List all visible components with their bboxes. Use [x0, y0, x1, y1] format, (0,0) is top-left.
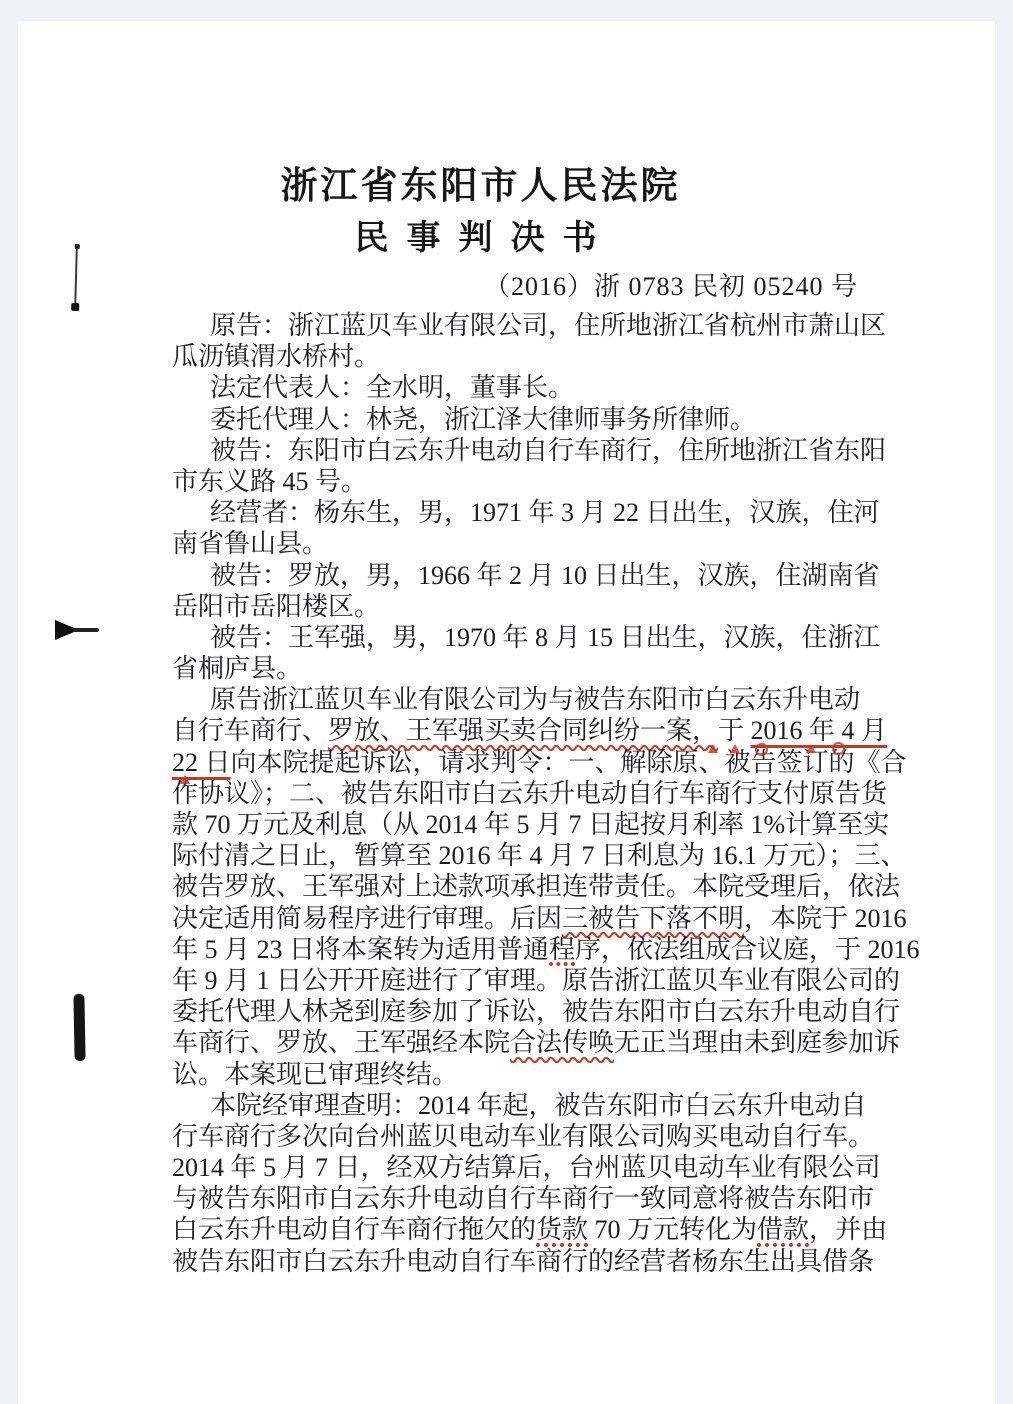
- body-text-segment: 讼。本案现已审理终结。: [172, 1059, 459, 1089]
- body-text-segment: 省桐庐县。: [172, 654, 303, 684]
- red-triangle-mark: [180, 775, 190, 784]
- body-text-segment: 款 70 万元及利息（从 2014 年 5 月 7 日起按月利率 1%计算至实: [172, 810, 890, 839]
- body-text-segment: ，并由: [809, 1215, 888, 1245]
- body-text-segment: 70 万元转化为: [588, 1215, 758, 1245]
- body-text-segment: 岳阳市岳阳楼区。: [172, 591, 381, 621]
- body-line: [172, 778, 888, 809]
- body-text-segment: 无正当理由未到庭参加诉: [614, 1028, 901, 1058]
- body-text-segment: 际付清之日止，暂算至 2016 年 4 月 7 日利息为 16.1 万元）；三、: [172, 841, 907, 871]
- body-line: [172, 622, 880, 653]
- body-text-segment: 序，依法组成合议庭，于 2016: [575, 934, 920, 964]
- body-line: [172, 684, 861, 715]
- body-text-segment: 被告：罗放，男，1966 年 2 月 10 日出生，汉族，住湖南省: [210, 560, 880, 590]
- body-line: [172, 965, 901, 996]
- body-text-segment: 被告东阳市白云东升电动自行车商行的经营者杨东生出具借条: [172, 1246, 875, 1276]
- red-triangle-mark: [730, 744, 740, 753]
- body-text-segment: 2014 年 5 月 7 日，经双方结算后，台州蓝贝电动车业有限公司: [172, 1153, 881, 1183]
- body-text-segment: 经营者：杨东生，男，1971 年 3 月 22 日出生，汉族，住河: [210, 498, 880, 528]
- body-text-segment: 市东义路 45 号。: [172, 466, 368, 496]
- body-text-segment: 行车商行多次向台州蓝贝电动车业有限公司购买电动自行车。: [172, 1121, 875, 1151]
- body-text-segment: 法定代表人：全水明，董事长。: [210, 373, 575, 403]
- body-line: [172, 528, 858, 559]
- body-text-segment: 年 9 月 1 日公开开庭进行了审理。原告浙江蓝贝车业有限公司的: [172, 965, 901, 995]
- body-text-segment: 白云东升电动自行车商行拖欠的: [172, 1215, 537, 1245]
- body-line: [172, 903, 907, 934]
- body-line: [172, 1152, 881, 1183]
- document-body: [172, 310, 920, 1277]
- body-line: [172, 1027, 901, 1058]
- body-text-segment: 委托代理人：林尧，浙江泽大律师事务所律师。: [210, 404, 757, 434]
- body-text-segment: 年 5 月 23 日将本案转为适用普通: [172, 934, 550, 964]
- body-line: [172, 715, 888, 746]
- body-line: [172, 1090, 867, 1121]
- body-line: [172, 1246, 875, 1277]
- body-line: [172, 341, 858, 372]
- case-number: （2016）浙 0783 民初 05240 号: [483, 272, 858, 301]
- body-line: [172, 1214, 888, 1245]
- red-curl-annotation: 程: [549, 934, 576, 964]
- body-line: [172, 466, 858, 497]
- red-wavy-annotation: 合法传唤: [510, 1028, 615, 1058]
- red-wavy-annotation: 三被告下落不明: [562, 903, 745, 933]
- red-curl-annotation: 借款: [757, 1215, 810, 1245]
- body-line: [172, 1059, 858, 1090]
- body-line: [172, 560, 880, 591]
- body-text-segment: 本院经审理查明：2014 年起，被告东阳市白云东升电动自: [210, 1090, 867, 1120]
- body-text-segment: 原告浙江蓝贝车业有限公司为与被告东阳市白云东升电动: [210, 685, 861, 715]
- body-text-segment: 于: [718, 716, 751, 746]
- body-text-segment: 瓜沥镇渭水桥村。: [172, 342, 381, 372]
- body-line: [172, 934, 920, 965]
- body-text-segment: 南省鲁山县。: [172, 529, 329, 559]
- document-page: [18, 21, 995, 1404]
- body-line: [172, 809, 890, 840]
- body-text-segment: 与被告东阳市白云东升电动自行车商行一致同意将被告东阳市: [172, 1184, 875, 1214]
- red-triangle-mark: [708, 744, 718, 753]
- body-text-segment: 车商行、罗放、王军强经本院: [172, 1028, 511, 1058]
- body-line: [172, 1183, 875, 1214]
- body-line: [172, 591, 858, 622]
- body-text-segment: ，本院于 2016: [744, 903, 907, 933]
- document-type-title: 民事判决书: [354, 220, 615, 257]
- body-text-segment: 被告罗放、王军强对上述款项承担连带责任。本院受理后，依法: [172, 872, 901, 902]
- red-curl-annotation: 货款: [536, 1215, 589, 1245]
- court-name: 浙江省东阳市人民法院: [280, 166, 681, 207]
- body-text-segment: 被告：王军强，男，1970 年 8 月 15 日出生，汉族，住浙江: [210, 622, 880, 652]
- body-text-segment: 自行车商行、: [172, 716, 329, 746]
- body-line: [172, 404, 858, 435]
- body-text-segment: 被告：东阳市白云东升电动自行车商行，住所地浙江省东阳: [210, 435, 887, 465]
- red-circle-mark: [832, 742, 845, 755]
- body-line: [172, 435, 887, 466]
- binding-mark-line: [74, 247, 78, 307]
- red-triangle-mark: [806, 744, 816, 753]
- body-line: [172, 840, 907, 871]
- binding-mark-arrow-icon: [55, 620, 79, 640]
- body-line: [172, 871, 901, 902]
- red-uline-annotation: 22 日: [172, 747, 231, 777]
- red-wavy-annotation: 罗放、王军强买卖合同纠纷一案，: [328, 716, 719, 746]
- binding-mark-bar: [73, 994, 85, 1061]
- body-text-segment: 向本院提起诉讼，请求判令：一、解除原、被告签订的《合: [230, 747, 907, 777]
- body-text-segment: 原告：浙江蓝贝车业有限公司，住所地浙江省杭州市萧山区: [210, 311, 887, 340]
- body-line: [172, 996, 901, 1027]
- body-text-segment: 决定适用简易程序进行审理。后因: [172, 903, 563, 933]
- body-text-segment: 作协议》；二、被告东阳市白云东升电动自行车商行支付原告货: [172, 778, 888, 808]
- body-line: [172, 310, 887, 341]
- body-text-segment: 委托代理人林尧到庭参加了诉讼，被告东阳市白云东升电动自行: [172, 997, 901, 1027]
- red-circle-mark: [755, 743, 768, 756]
- body-line: [172, 372, 858, 403]
- body-line: [172, 497, 880, 528]
- body-line: [172, 1121, 875, 1152]
- red-uline-annotation: 2016 年 4 月: [750, 716, 888, 746]
- body-line: [172, 653, 858, 684]
